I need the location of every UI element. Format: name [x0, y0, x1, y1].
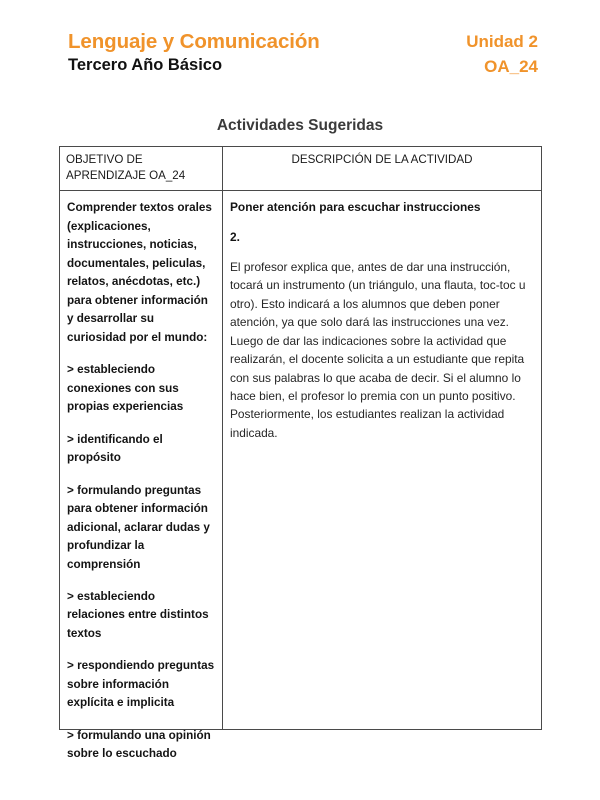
objective-content	[60, 191, 222, 761]
list-item: > estableciendo conexiones con sus propias experiencias	[67, 363, 184, 414]
objective-column-header: OBJETIVO DE APRENDIZAJE OA_24	[66, 153, 186, 182]
table-header-description-cell	[223, 147, 542, 191]
list-item: > identificando el propósito	[67, 432, 163, 465]
activity-content	[223, 191, 541, 729]
activity-number: 2.	[230, 229, 240, 244]
activity-body-text: El profesor explica que, antes de dar una instrucción, tocará un instrumento (un triángulo, una flauta, toc-toc u otro). Esto indicará a los alumnos que deben poner atención, ya que solo dará las instrucciones una vez. Luego de dar las indicaciones sobre la actividad que realizarán, el docente solicita a un estudiante que repita con sus palabras lo que acaba de decir. Si el alumno lo hace bien, el profesor lo premia con un punto positivo. Posteriormente, los estudiantes realizan la actividad indicada.	[230, 259, 526, 440]
list-item: > formulando una opinión sobre lo escuchado	[67, 728, 211, 761]
list-item: > respondiendo preguntas sobre información explícita e implicita	[67, 659, 215, 710]
header-left-block	[68, 30, 320, 76]
unit-label: Unidad 2	[466, 32, 538, 51]
objective-cell	[60, 191, 223, 761]
description-column-header: DESCRIPCIÓN DE LA ACTIVIDAD	[291, 153, 473, 166]
document-header	[68, 30, 538, 78]
table-header-row	[60, 147, 542, 191]
activities-table	[59, 146, 542, 761]
table-row	[60, 191, 542, 730]
activity-heading: Poner atención para escuchar instrucciones	[230, 200, 481, 215]
list-item: > formulando preguntas para obtener información adicional, aclarar dudas y profundizar la comprensión	[67, 483, 210, 571]
oa-code-label: OA_24	[484, 57, 538, 77]
objective-lead-text: Comprender textos orales (explicaciones, instrucciones, noticias, documentales, peliculas, relatos, anécdotas, etc.) para obtener información y desarrollar su curiosidad por el mundo:	[67, 201, 212, 344]
description-cell	[223, 191, 542, 730]
grade-title: Tercero Año Básico	[68, 56, 223, 75]
header-right-block	[466, 30, 538, 78]
objective-indicator-list	[67, 361, 215, 764]
table-header-objective-cell	[60, 147, 223, 191]
list-item: > estableciendo relaciones entre distintos textos	[67, 590, 209, 640]
section-title: Actividades Sugeridas	[216, 117, 384, 134]
subject-title: Lenguaje y Comunicación	[68, 30, 320, 53]
